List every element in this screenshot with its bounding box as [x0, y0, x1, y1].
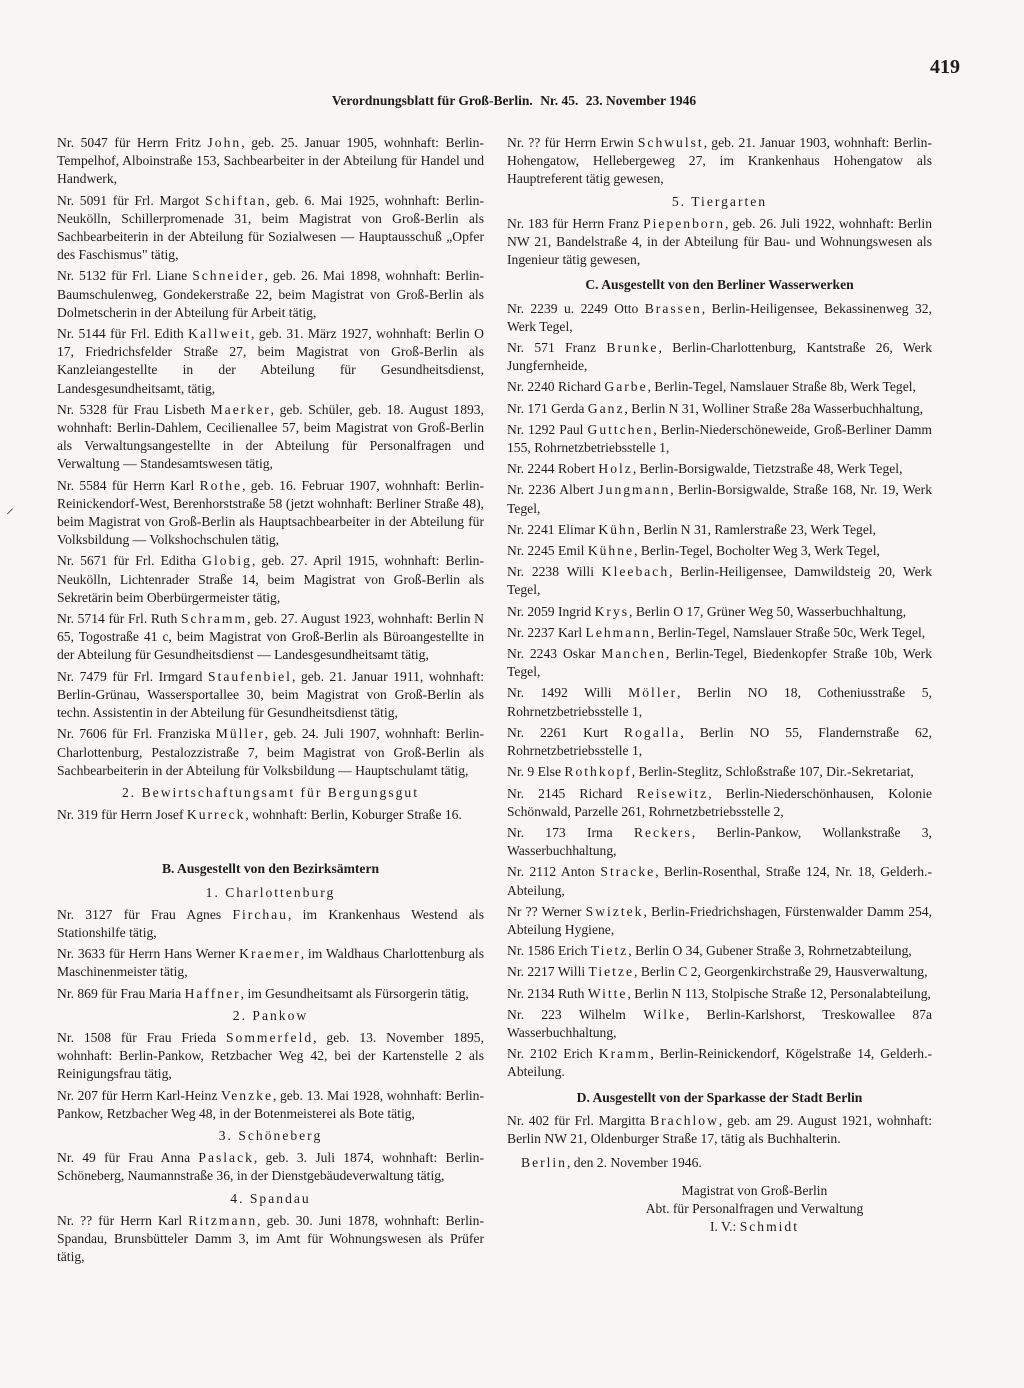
entry-text: , Berlin-Heiligensee, Damwildsteig 20, Werk Tegel, [507, 564, 932, 598]
entry-text: , Berlin-Tegel, Namslauer Straße 50c, Werk Tegel, [650, 624, 926, 640]
entry-text: , geb. 31. März 1927, wohnhaft: Berlin O 17, Friedrichsfelder Straße 27, beim Magistrat von Groß-Berlin als Kanzleiangestellte in der Abteilung für Gesundheitsdienst, Landesgesundheitsamt, tätig, [57, 326, 484, 396]
entry-group [57, 806, 484, 824]
entry-text: , im Waldhaus Charlottenburg als Maschinenmeister tätig, [57, 946, 484, 980]
header-date: 23. November 1946 [585, 93, 697, 108]
entry-text: Nr. 1586 Erich [507, 943, 591, 959]
register-entry [57, 985, 484, 1003]
header-issue: Nr. 45. [540, 93, 579, 108]
entry-text: , wohnhaft: Berlin, Koburger Straße 16. [245, 807, 462, 823]
entry-text: Nr. 1492 Willi [507, 685, 629, 701]
register-entry [507, 824, 932, 860]
entry-surname: Swiztek [585, 903, 644, 919]
entry-surname: Guttchen [587, 421, 654, 437]
right-column [507, 134, 932, 1236]
register-entry [57, 477, 484, 550]
register-entry [507, 460, 932, 478]
signature-line: Abt. für Personalfragen und Verwaltung [645, 1201, 864, 1217]
section-subtitle: 2. Pankow [232, 1007, 309, 1023]
entry-text: Nr. 2245 Emil [507, 543, 588, 559]
entry-text: Nr. 9 Else [507, 764, 565, 780]
register-entry [507, 763, 932, 781]
register-entry [57, 134, 484, 189]
register-entry [507, 1006, 932, 1042]
entry-text: , Berlin NO 18, Cotheniusstraße 5, Rohrnetzbetriebsstelle 1, [507, 685, 932, 719]
entry-surname: Kühne [587, 543, 635, 559]
entry-text: , Berlin N 31, Wolliner Straße 28a Wasserbuchhaltung, [624, 400, 924, 416]
entry-surname: Lehmann [585, 624, 651, 640]
signature-block [507, 1182, 932, 1236]
entry-surname: Kurreck [186, 807, 246, 823]
entry-text: , Berlin-Tegel, Namslauer Straße 8b, Werk Tegel, [647, 379, 916, 395]
register-entry [57, 1212, 484, 1267]
closing-date [521, 1154, 932, 1172]
entry-surname: Jungmann [598, 482, 671, 498]
entry-text: , Berlin N 31, Ramlerstraße 23, Werk Tegel, [636, 521, 877, 537]
entry-text: Nr. ?? für Herrn Karl [57, 1212, 189, 1228]
register-entry [507, 521, 932, 539]
entry-text: , geb. 16. Februar 1907, wohnhaft: Berlin-Reinickendorf-West, Berenhorststraße 58 (jetzt wohnhaft: Berliner Straße 48), beim Magistrat von Groß-Berlin als Hauptsachbearbeiter in der Abteilung für Volksbildung — Volkshochschulen tätig, [57, 477, 484, 548]
entry-surname: Tietz [590, 943, 629, 959]
entry-surname: Kleebach [601, 564, 670, 580]
left-column [57, 134, 484, 1269]
entry-surname: Stracke [600, 864, 656, 880]
entry-surname: Kramm [598, 1046, 651, 1062]
entry-text: Nr. 5584 für Herrn Karl [57, 477, 200, 493]
entry-text: Nr. 2059 Ingrid [507, 603, 595, 619]
entry-surname: Venzke [220, 1087, 273, 1103]
entry-text: Nr. 2237 Karl [507, 624, 586, 640]
register-entry [507, 542, 932, 560]
entry-text: Nr. 171 Gerda [507, 400, 588, 416]
entry-surname: Kallweit [188, 326, 251, 342]
entry-text: , geb. 26. Mai 1898, wohnhaft: Berlin-Baumschulenweg, Gondekerstraße 22, beim Magistrat von Groß-Berlin als Dolmetscherin in der Abteilung für Arbeit tätig, [57, 268, 484, 320]
entry-text: , im Gesundheitsamt als Fürsorgerin tätig, [240, 985, 469, 1001]
entry-text: Nr. 5047 für Herrn Fritz [57, 135, 208, 150]
entry-text: , geb. 13. November 1895, wohnhaft: Berlin-Pankow, Retzbacher Weg 42, bei der Kartenstelle 2 als Reinigungsfrau tätig, [57, 1029, 484, 1082]
entry-surname: Staufenbiel [208, 668, 292, 684]
entry-text: , Berlin-Tegel, Bocholter Weg 3, Werk Tegel, [634, 543, 880, 559]
entry-surname: Tietze [588, 964, 635, 980]
entry-text: Nr. 7479 für Frl. Irmgard [57, 668, 209, 684]
register-entry [507, 400, 932, 418]
entry-text: , Berlin O 34, Gubener Straße 3, Rohrnetzabteilung, [628, 943, 912, 959]
entry-surname: Haffner [184, 985, 241, 1001]
register-entry [507, 134, 932, 189]
entry-text: , Berlin O 17, Grüner Weg 50, Wasserbuchhaltung, [629, 603, 907, 619]
entry-surname: Brachlow [650, 1112, 719, 1128]
entry-text: , geb. 30. Juni 1878, wohnhaft: Berlin-Spandau, Brunsbütteler Damm 3, im Amt für Wohnungswesen als Prüfer tätig, [57, 1212, 484, 1265]
entry-text: , Berlin C 2, Georgenkirchstraße 29, Hausverwaltung, [634, 964, 928, 980]
register-entry [507, 684, 932, 720]
entry-surname: Schramm [180, 611, 248, 627]
entry-surname: Rothe [199, 477, 243, 493]
register-entry [57, 945, 484, 981]
register-entry [507, 421, 932, 457]
entry-surname: Rothkopf [564, 764, 632, 780]
entry-text: Nr. 2145 Richard [507, 785, 637, 801]
entry-text: Nr. 571 Franz [507, 340, 607, 356]
entry-text: Nr. 2244 Robert [507, 461, 599, 477]
register-entry [507, 1112, 932, 1148]
register-entry [57, 552, 484, 607]
register-entry [507, 942, 932, 960]
entry-surname: Schiftan [205, 192, 267, 208]
entry-text: , geb. 21. Januar 1903, wohnhaft: Berlin-Hohengatow, Hellebergeweg 27, im Krankenhaus Hohengatow als Hauptreferent tätig gewesen, [507, 135, 933, 187]
entry-text: Nr. 2102 Erich [507, 1046, 599, 1062]
entry-text: Nr. 2236 Albert [507, 482, 599, 498]
entry-text: Nr ?? Werner [507, 903, 586, 919]
register-entry [57, 725, 484, 780]
entry-text: Nr. 2243 Oskar [507, 646, 602, 662]
entry-surname: Piepenborn [643, 215, 726, 231]
entry-text: Nr. 207 für Herrn Karl-Heinz [57, 1087, 221, 1103]
register-entry [507, 903, 932, 939]
entry-surname: Kraemer [239, 946, 301, 962]
register-entry [57, 1087, 484, 1123]
entry-text: Nr. 869 für Frau Maria [57, 985, 185, 1001]
entry-text: Nr. 402 für Frl. Margitta [507, 1112, 651, 1128]
entry-text: , Berlin-Borsigwalde, Straße 168, Nr. 19, Werk Tegel, [507, 482, 932, 516]
entry-text: , Berlin-Tegel, Biedenkopfer Straße 10b, Werk Tegel, [507, 646, 932, 680]
register-entry [507, 481, 932, 517]
entry-text: , geb. 25. Januar 1905, wohnhaft: Berlin-Tempelhof, Alboinstraße 153, Sachbearbeiter in der Abteilung für Handel und Handwerk, [57, 135, 484, 187]
entry-text: Nr. 2238 Willi [507, 564, 602, 580]
entry-group [507, 300, 932, 1082]
register-entry [57, 192, 484, 265]
register-entry [57, 1149, 484, 1185]
section-title: D. Ausgestellt von der Sparkasse der Stadt Berlin [576, 1089, 863, 1105]
section-subtitle: 4. Spandau [230, 1190, 311, 1206]
entry-text: , geb. 6. Mai 1925, wohnhaft: Berlin-Neukölln, Schillerpromenade 31, beim Magistrat von Groß-Berlin als Sachbearbeiterin in der Abteilung für Sozialwesen — Hauptausschuß „Opfer des Faschismus" tätig, [57, 192, 484, 263]
section-subtitle: 5. Tiergarten [671, 193, 768, 209]
entry-surname: Reisewitz [636, 785, 709, 801]
entry-text: Nr. 49 für Frau Anna [57, 1150, 199, 1166]
entry-surname: Ganz [587, 400, 625, 416]
register-entry [507, 963, 932, 981]
page-header [0, 93, 1024, 109]
entry-surname: Schneider [192, 268, 265, 284]
entry-text: Nr. 3633 für Herrn Hans Werner [57, 946, 240, 962]
closing-place: Berlin [521, 1155, 567, 1171]
entry-text: Nr. 2239 u. 2249 Otto [507, 300, 645, 316]
entry-text: Nr. 2217 Willi [507, 964, 589, 980]
entry-text: Nr. 319 für Herrn Josef [57, 807, 187, 823]
section-title: B. Ausgestellt von den Bezirksämtern [161, 861, 380, 877]
entry-text: Nr. ?? für Herrn Erwin [507, 135, 638, 150]
register-entry [57, 401, 484, 474]
register-entry [507, 563, 932, 599]
entry-text: Nr. 5091 für Frl. Margot [57, 192, 206, 208]
entry-text: Nr. 5671 für Frl. Editha [57, 553, 203, 569]
entry-text: Nr. 1508 für Frau Frieda [57, 1029, 226, 1045]
section-subtitle: 2. Bewirtschaftungsamt für Bergungsgut [122, 784, 419, 800]
entry-text: Nr. 5132 für Frl. Liane [57, 268, 193, 284]
entry-text: , Berlin-Pankow, Wollankstraße 3, Wasserbuchhaltung, [507, 824, 932, 859]
entry-surname: Garbe [604, 379, 648, 395]
entry-text: Nr. 2134 Ruth [507, 985, 588, 1001]
entry-text: Nr. 5144 für Frl. Edith [57, 326, 189, 342]
entry-text: Nr. 3127 für Frau Agnes [57, 906, 233, 922]
register-entry [57, 668, 484, 723]
entry-text: , Berlin-Rosenthal, Straße 124, Nr. 18, Gelderh.-Abteilung, [507, 864, 932, 898]
entry-surname: Rogalla [624, 724, 681, 740]
entry-surname: Möller [628, 685, 678, 701]
section-subtitle: 1. Charlottenburg [205, 884, 336, 900]
register-entry [57, 610, 484, 665]
entry-surname: Firchau [232, 906, 288, 922]
section-subtitle: 3. Schöneberg [218, 1127, 323, 1143]
register-entry [507, 645, 932, 681]
signature-line [577, 1218, 932, 1236]
entry-surname: Wilke [643, 1006, 686, 1022]
entry-text: , geb. 27. August 1923, wohnhaft: Berlin N 65, Togostraße 41 c, beim Magistrat von Groß-Berlin als Büroangestellte in der Abteilung für Gesundheitsdienst — Landesgesundheitsamt tätig, [57, 611, 484, 663]
entry-surname: Reckers [633, 824, 692, 840]
entry-text: , Berlin-Borsigwalde, Tietzstraße 48, Werk Tegel, [632, 461, 903, 477]
register-entry [57, 1029, 484, 1084]
entry-surname: Schwulst [637, 135, 704, 150]
register-entry [507, 378, 932, 396]
entry-surname: Brassen [644, 300, 702, 316]
entry-text: , Berlin-Niederschöneweide, Groß-Berliner Damm 155, Rohrnetzbetriebsstelle 1, [507, 421, 933, 456]
entry-surname: Maerker [210, 401, 271, 417]
register-entry [57, 806, 484, 824]
signature-prefix: I. V.: [709, 1219, 740, 1235]
entry-text: , geb. 27. April 1915, wohnhaft: Berlin-Neukölln, Lichtenrader Straße 14, beim Magistrat von Groß-Berlin als Sekretärin beim Oberbürgermeister tätig, [57, 553, 484, 605]
entry-group [507, 1112, 932, 1148]
entry-text: , im Krankenhaus Westend als Stationshilfe tätig, [57, 906, 484, 940]
entry-text: Nr. 183 für Herrn Franz [507, 215, 644, 231]
entry-text: , Berlin-Heiligensee, Bekassinenweg 32, Werk Tegel, [507, 300, 932, 334]
register-entry [507, 1045, 932, 1081]
entry-surname: Globig [202, 553, 252, 569]
entry-text: , geb. 13. Mai 1928, wohnhaft: Berlin-Pankow, Retzbacher Weg 48, in der Botenmeisterei als Bote tätig, [57, 1087, 484, 1121]
entry-text: Nr. 223 Wilhelm [507, 1006, 644, 1022]
entry-text: , Berlin-Niederschönhausen, Kolonie Schönwald, Parzelle 261, Rohrnetzbetriebsstelle 2, [507, 785, 932, 819]
entry-text: Nr. 2112 Anton [507, 864, 601, 880]
register-entry [507, 863, 932, 899]
entry-text: Nr. 5714 für Frl. Ruth [57, 611, 181, 627]
entry-surname: John [207, 135, 242, 150]
register-entry [507, 785, 932, 821]
entry-text: , Berlin-Karlshorst, Treskowallee 87a Wasserbuchhaltung, [507, 1006, 932, 1040]
entry-text: Nr. 1292 Paul [507, 421, 588, 437]
entry-text: , geb. am 29. August 1921, wohnhaft: Berlin NW 21, Oldenburger Straße 17, tätig als Buchhalterin. [507, 1112, 932, 1146]
register-entry [507, 300, 932, 336]
entry-group [57, 906, 484, 1003]
header-title: Verordnungsblatt für Groß-Berlin. [331, 93, 533, 108]
entry-text: Nr. 2261 Kurt [507, 724, 625, 740]
register-entry [57, 267, 484, 322]
entry-group [57, 1212, 484, 1267]
entry-text: , Berlin-Steglitz, Schloßstraße 107, Dir.-Sekretariat, [631, 764, 914, 780]
register-entry [507, 339, 932, 375]
register-entry [507, 724, 932, 760]
signature-name: Schmidt [739, 1219, 800, 1235]
entry-text: Nr. 173 Irma [507, 824, 634, 840]
entry-text: , geb. 21. Januar 1911, wohnhaft: Berlin-Grünau, Wassersportallee 30, beim Magistrat von Groß-Berlin als techn. Assistentin in der Abteilung für Gesundheitsdienst tätig, [57, 668, 484, 721]
entry-text: , Berlin-Friedrichshagen, Fürstenwalder Damm 254, Abteilung Hygiene, [507, 903, 932, 937]
signature-line: Magistrat von Groß-Berlin [681, 1183, 828, 1199]
section-title: C. Ausgestellt von den Berliner Wasserwerken [585, 277, 854, 293]
entry-surname: Ritzmann [188, 1212, 258, 1228]
register-entry [57, 906, 484, 942]
entry-text: , Berlin N 113, Stolpische Straße 12, Personalabteilung, [627, 985, 931, 1001]
register-entry [507, 603, 932, 621]
entry-text: Nr. 7606 für Frl. Franziska [57, 726, 216, 742]
register-entry [507, 985, 932, 1003]
entry-group [507, 134, 932, 189]
margin-pencil-mark: ⸝ [6, 498, 15, 517]
entry-text: Nr. 2241 Elimar [507, 521, 599, 537]
register-entry [57, 325, 484, 398]
entry-surname: Paslack [198, 1150, 254, 1166]
entry-surname: Müller [215, 726, 265, 742]
entry-text: , geb. 3. Juli 1874, wohnhaft: Berlin-Schöneberg, Naumannstraße 36, in der Dienstgebäudeverwaltung tätig, [57, 1150, 484, 1184]
register-entry [507, 624, 932, 642]
entry-surname: Sommerfeld [225, 1029, 314, 1045]
register-entry [507, 215, 932, 270]
entry-surname: Holz [598, 461, 633, 477]
page-number: 419 [930, 56, 960, 78]
entry-text: , geb. 24. Juli 1907, wohnhaft: Berlin-Charlottenburg, Pestalozzistraße 7, beim Magistrat von Groß-Berlin als Sachbearbeiterin in der Abteilung für Volksbildung — Hauptschulamt tätig, [57, 726, 484, 778]
entry-surname: Witte [587, 985, 628, 1001]
entry-text: , Berlin NO 55, Flandernstraße 62, Rohrnetzbetriebsstelle 1, [507, 724, 932, 759]
entry-text: , geb. Schüler, geb. 18. August 1893, wohnhaft: Berlin-Dahlem, Cecilienallee 57, beim Magistrat von Groß-Berlin als Verwaltungsangestellte in der Abteilung für Personalfragen und Verwaltung — Standesamtswesen tätig, [57, 401, 485, 472]
entry-surname: Brunke [606, 340, 659, 356]
entry-group [57, 1029, 484, 1123]
entry-group [57, 1149, 484, 1185]
entry-text: , geb. 26. Juli 1922, wohnhaft: Berlin NW 21, Bandelstraße 4, in der Abteilung für Bau- und Wohnungswesen als Ingenieur tätig gewesen, [507, 215, 932, 268]
entry-text: , Berlin-Reinickendorf, Kögelstraße 14, Gelderh.-Abteilung. [507, 1046, 932, 1080]
entry-surname: Kühn [598, 521, 637, 537]
entry-text: , Berlin-Charlottenburg, Kantstraße 26, Werk Jungfernheide, [507, 340, 932, 374]
entry-group [507, 215, 932, 270]
entry-surname: Manchen [601, 646, 666, 662]
entry-surname: Krys [594, 603, 630, 619]
entry-text: Nr. 2240 Richard [507, 379, 605, 395]
closing-date-text: , den 2. November 1946. [566, 1155, 702, 1171]
entry-group [57, 134, 484, 780]
entry-text: Nr. 5328 für Frau Lisbeth [57, 401, 211, 417]
